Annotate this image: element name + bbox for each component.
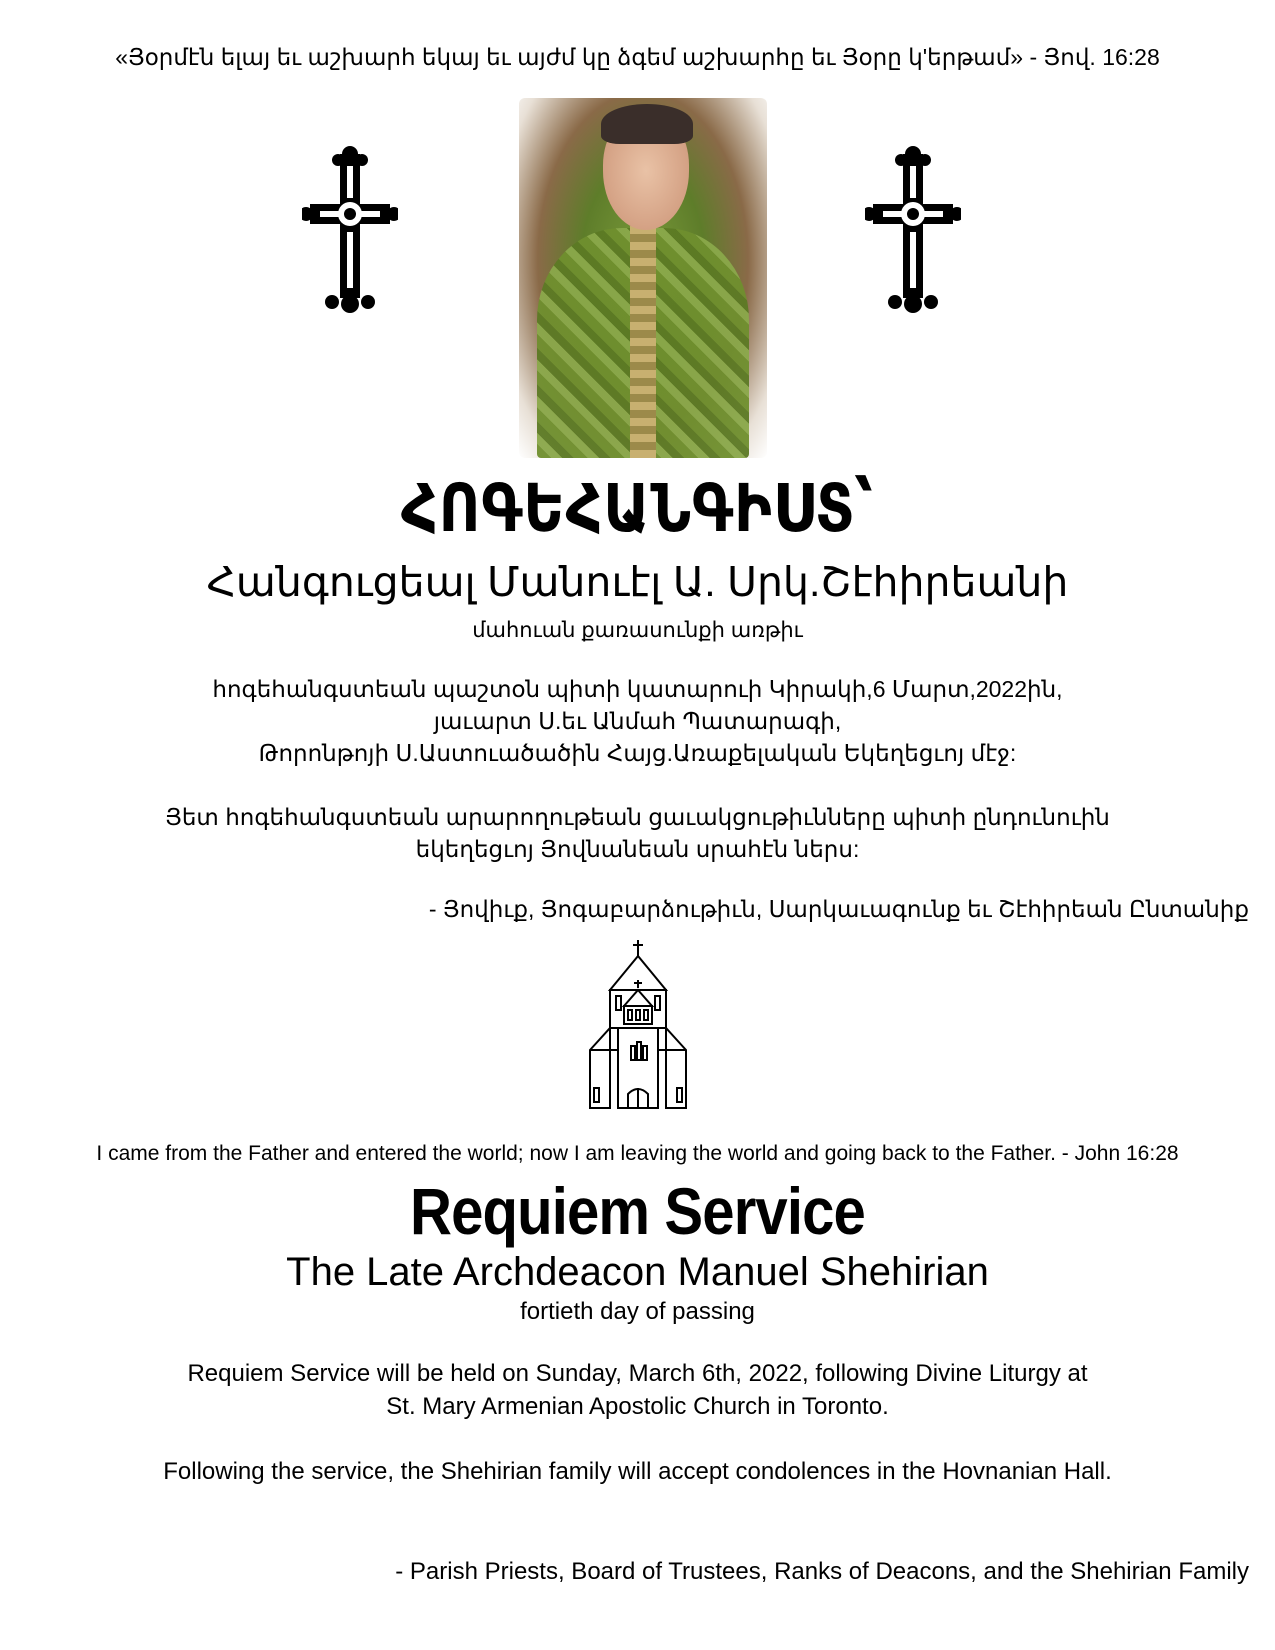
english-deceased-name: The Late Archdeacon Manuel Shehirian — [286, 1250, 989, 1294]
english-service-line-1: Requiem Service will be held on Sunday, March 6th, 2022, following Divine Liturgy at — [187, 1360, 1088, 1387]
armenian-condolence-line-1: Յետ հոգեհանգստեան արարողութեան ցաւակցութիւնները պիտի ընդունուին — [165, 804, 1110, 830]
armenian-service-line-2: յաւարտ Ս.եւ Անմահ Պատարագի, — [433, 708, 842, 734]
armenian-cross-icon-left — [302, 146, 398, 314]
church-icon — [588, 938, 688, 1110]
english-subtitle: fortieth day of passing — [520, 1298, 755, 1325]
english-condolence-line: Following the service, the Shehirian family will accept condolences in the Hovnanian Hall. — [163, 1458, 1112, 1485]
armenian-service-line-3: Թորոնթոյի Ս.Աստուածածին Հայց.Առաքելական Եկեղեցւոյ մէջ: — [258, 740, 1017, 766]
armenian-subtitle: մահուան քառասունքի առթիւ — [472, 619, 803, 642]
armenian-condolence-line-2: եկեղեցւոյ Յովնանեան սրահէն ներս: — [415, 836, 860, 862]
english-service-line-2: St. Mary Armenian Apostolic Church in Toronto. — [386, 1393, 889, 1420]
english-title: Requiem Service — [410, 1174, 865, 1248]
armenian-deceased-name: Հանգուցեալ Մանուէլ Ա. Սրկ.Շէհիրեանի — [206, 559, 1069, 605]
portrait-photo — [519, 98, 767, 458]
armenian-service-line-1: հոգեհանգստեան պաշտօն պիտի կատարուի Կիրակի,6 Մարտ,2022ին, — [212, 676, 1063, 702]
armenian-verse: «Յօրմէն ելայ եւ աշխարհ եկայ եւ այժմ կը ձգեմ աշխարհը եւ Յօրը կ'երթամ» - Յով. 16:28 — [115, 44, 1160, 70]
armenian-signature: - Յովիւք, Յոգաբարձութիւն, Սարկաւագունք եւ Շէհիրեան Ընտանիք — [428, 896, 1249, 922]
armenian-cross-icon-right — [865, 146, 961, 314]
armenian-title: ՀՈԳԵՀԱՆԳԻՍՏ՝ — [401, 470, 874, 547]
english-signature: - Parish Priests, Board of Trustees, Ranks of Deacons, and the Shehirian Family — [395, 1558, 1249, 1585]
english-verse: I came from the Father and entered the world; now I am leaving the world and going back to the Father. - John 16:28 — [96, 1142, 1179, 1165]
